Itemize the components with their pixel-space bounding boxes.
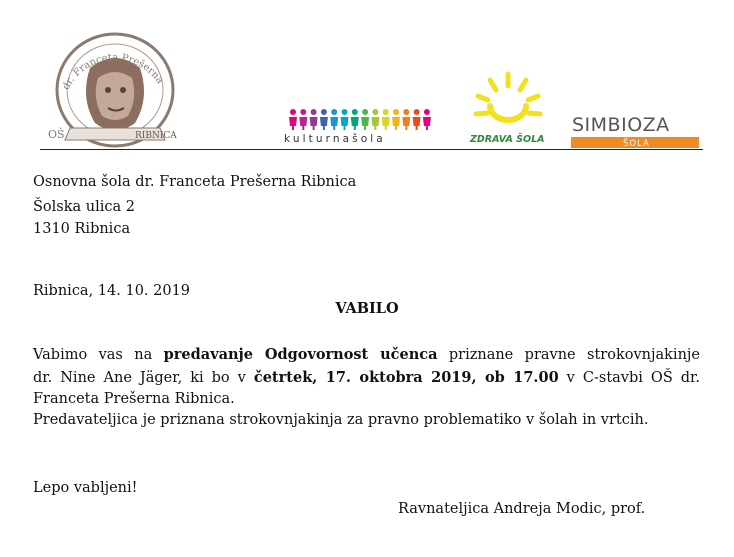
kultur-figure xyxy=(320,109,328,130)
kultur-figure xyxy=(330,109,338,130)
simbioza-sola-logo xyxy=(571,111,701,151)
kulturna-sola-label: kulturnašola xyxy=(284,133,386,145)
svg-text:ZDRAVA ŠOLA: ZDRAVA ŠOLA xyxy=(470,134,545,145)
kultur-figure xyxy=(341,109,349,130)
svg-text:OŠ: OŠ xyxy=(48,128,65,141)
kultur-figure xyxy=(351,109,359,130)
closing-line: Lepo vabljeni! xyxy=(33,480,138,496)
document-title: VABILO xyxy=(335,300,399,317)
zdrava-sola-logo xyxy=(468,66,548,148)
kultur-figure xyxy=(371,109,379,130)
svg-text:SIMBIOZA: SIMBIOZA xyxy=(572,114,670,136)
kultur-figure xyxy=(289,109,297,130)
kultur-figure xyxy=(402,109,410,130)
address-line-3: 1310 Ribnica xyxy=(33,221,131,237)
kultur-figure xyxy=(413,109,421,130)
kultur-figure xyxy=(392,109,400,130)
body-line-1: Vabimo vas na predavanje Odgovornost učenca priznane pravne strokovnjakinje xyxy=(33,346,700,363)
school-crest-logo xyxy=(30,28,200,158)
body-line-3: Franceta Prešerna Ribnica. xyxy=(33,391,235,407)
kultur-figure xyxy=(382,109,390,130)
kultur-figure xyxy=(361,109,369,130)
body-line-4: Predavateljica je priznana strokovnjakinja za pravno problematiko v šolah in vrtcih. xyxy=(33,412,649,428)
kultur-figure xyxy=(423,109,431,130)
signature-line: Ravnateljica Andreja Modic, prof. xyxy=(398,501,646,517)
svg-text:ŠOLA: ŠOLA xyxy=(623,139,650,149)
body-line-2: dr. Nine Ane Jäger, ki bo v četrtek, 17. oktobra 2019, ob 17.00 v C-stavbi OŠ dr. xyxy=(33,369,700,386)
letterhead xyxy=(0,0,734,160)
svg-text:dr. Franceta Prešerna: dr. Franceta Prešerna xyxy=(60,52,166,92)
address-line-2: Šolska ulica 2 xyxy=(33,199,135,215)
header-divider xyxy=(40,149,703,150)
svg-text:RIBNICA: RIBNICA xyxy=(135,131,177,141)
kultur-figure xyxy=(310,109,318,130)
address-line-1: Osnovna šola dr. Franceta Prešerna Ribnica xyxy=(33,174,357,190)
kultur-figure xyxy=(299,109,307,130)
date-line: Ribnica, 14. 10. 2019 xyxy=(33,283,191,299)
